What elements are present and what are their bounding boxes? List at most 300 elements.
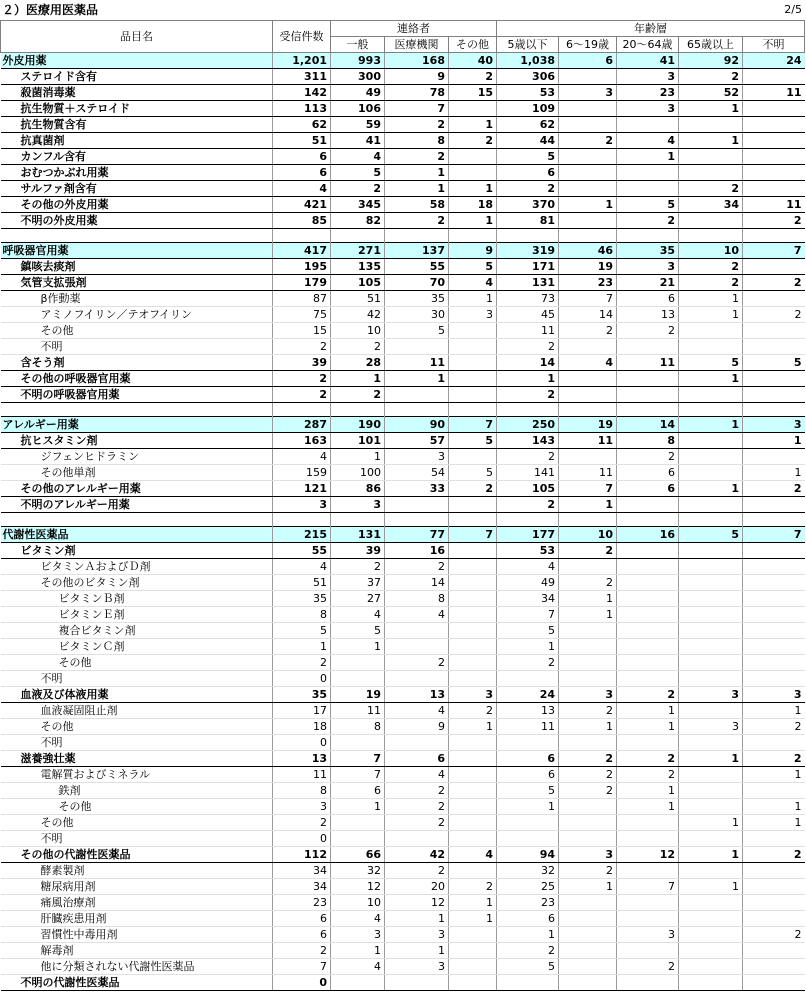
cell-value: 92 xyxy=(679,53,743,69)
cell-value: 2 xyxy=(743,927,805,943)
cell-value: 1 xyxy=(497,639,559,655)
cell-value xyxy=(559,623,617,639)
cell-value xyxy=(449,371,497,387)
cell-value: 1,038 xyxy=(497,53,559,69)
table-row xyxy=(1,655,805,671)
cell-value xyxy=(617,513,679,527)
table-row xyxy=(1,259,805,275)
cell-value: 3 xyxy=(679,719,743,735)
cell-value: 1,201 xyxy=(273,53,331,69)
cell-value: 1 xyxy=(449,181,497,197)
cell-value xyxy=(679,799,743,815)
cell-value xyxy=(743,591,805,607)
cell-value xyxy=(559,671,617,687)
cell-value: 3 xyxy=(617,69,679,85)
cell-value: 287 xyxy=(273,417,331,433)
cell-value: 45 xyxy=(497,307,559,323)
cell-value: 0 xyxy=(273,671,331,687)
cell-value xyxy=(679,165,743,181)
page-number: 2/5 xyxy=(784,3,802,16)
cell-value xyxy=(743,339,805,355)
cell-value xyxy=(617,117,679,133)
row-label: 糖尿病用剤 xyxy=(1,879,273,895)
cell-value xyxy=(679,339,743,355)
cell-value: 1 xyxy=(679,101,743,117)
cell-value: 1 xyxy=(617,783,679,799)
cell-value xyxy=(559,101,617,117)
table-row xyxy=(1,197,805,213)
cell-value: 21 xyxy=(617,275,679,291)
row-label: ビタミンＣ剤 xyxy=(1,639,273,655)
cell-value: 2 xyxy=(743,275,805,291)
cell-value: 35 xyxy=(273,687,331,703)
cell-value xyxy=(559,831,617,847)
cell-value: 4 xyxy=(497,559,559,575)
row-label: その他のアレルギー用薬 xyxy=(1,481,273,497)
cell-value xyxy=(559,69,617,85)
cell-value xyxy=(743,229,805,243)
cell-value: 2 xyxy=(497,387,559,403)
row-label: 外皮用薬 xyxy=(1,53,273,69)
cell-value: 2 xyxy=(331,387,385,403)
cell-value: 1 xyxy=(497,927,559,943)
cell-value xyxy=(449,655,497,671)
cell-value xyxy=(449,831,497,847)
row-label: その他単剤 xyxy=(1,465,273,481)
cell-value: 1 xyxy=(385,371,449,387)
cell-value xyxy=(449,559,497,575)
table-row xyxy=(1,117,805,133)
cell-value: 39 xyxy=(331,543,385,559)
row-label: 習慣性中毒用剤 xyxy=(1,927,273,943)
cell-value: 168 xyxy=(385,53,449,69)
cell-value: 42 xyxy=(331,307,385,323)
cell-value: 12 xyxy=(385,895,449,911)
cell-value xyxy=(385,497,449,513)
cell-value xyxy=(743,863,805,879)
cell-value: 8 xyxy=(273,783,331,799)
cell-value: 1 xyxy=(385,943,449,959)
cell-value: 2 xyxy=(385,815,449,831)
cell-value: 6 xyxy=(497,751,559,767)
cell-value xyxy=(449,639,497,655)
cell-value xyxy=(617,735,679,751)
cell-value: 34 xyxy=(273,863,331,879)
cell-value xyxy=(559,927,617,943)
table-header xyxy=(1,21,805,53)
cell-value: 121 xyxy=(273,481,331,497)
row-label: その他の外皮用薬 xyxy=(1,197,273,213)
cell-value xyxy=(679,943,743,959)
cell-value: 51 xyxy=(273,133,331,149)
cell-value xyxy=(559,959,617,975)
cell-value xyxy=(679,497,743,513)
row-label: その他 xyxy=(1,655,273,671)
row-label: 痛風治療剤 xyxy=(1,895,273,911)
spacer-row xyxy=(1,403,805,417)
cell-value xyxy=(743,735,805,751)
cell-value: 101 xyxy=(331,433,385,449)
cell-value: 2 xyxy=(331,181,385,197)
sheet-title: ２）医療用医薬品 xyxy=(2,3,99,17)
cell-value xyxy=(679,783,743,799)
cell-value xyxy=(617,591,679,607)
table-row xyxy=(1,815,805,831)
cell-value: 2 xyxy=(273,339,331,355)
cell-value xyxy=(385,831,449,847)
cell-value: 1 xyxy=(497,371,559,387)
row-label: おむつかぶれ用薬 xyxy=(1,165,273,181)
row-label: 不明のアレルギー用薬 xyxy=(1,497,273,513)
cell-value xyxy=(679,671,743,687)
cell-value: 2 xyxy=(743,481,805,497)
cell-value xyxy=(617,559,679,575)
row-label xyxy=(1,403,273,417)
row-label: ビタミン剤 xyxy=(1,543,273,559)
cell-value: 1 xyxy=(617,149,679,165)
cell-value: 1 xyxy=(679,133,743,149)
table-row xyxy=(1,671,805,687)
cell-value: 7 xyxy=(617,879,679,895)
cell-value xyxy=(679,117,743,133)
cell-value: 0 xyxy=(273,831,331,847)
cell-value xyxy=(679,911,743,927)
cell-value xyxy=(385,671,449,687)
row-label: 不明 xyxy=(1,831,273,847)
cell-value: 4 xyxy=(385,703,449,719)
cell-value: 1 xyxy=(679,481,743,497)
table-row xyxy=(1,559,805,575)
cell-value: 2 xyxy=(559,863,617,879)
cell-value: 77 xyxy=(385,527,449,543)
cell-value xyxy=(679,655,743,671)
row-label: 肝臓疾患用剤 xyxy=(1,911,273,927)
cell-value: 4 xyxy=(331,607,385,623)
cell-value: 6 xyxy=(559,53,617,69)
cell-value: 2 xyxy=(559,575,617,591)
cell-value xyxy=(743,133,805,149)
cell-value: 6 xyxy=(273,149,331,165)
cell-value: 993 xyxy=(331,53,385,69)
cell-value xyxy=(449,799,497,815)
cell-value: 2 xyxy=(559,133,617,149)
cell-value: 1 xyxy=(559,497,617,513)
cell-value xyxy=(449,735,497,751)
cell-value: 6 xyxy=(617,291,679,307)
cell-value: 421 xyxy=(273,197,331,213)
cell-value: 10 xyxy=(331,323,385,339)
cell-value xyxy=(679,513,743,527)
cell-value: 8 xyxy=(385,591,449,607)
cell-value: 3 xyxy=(679,687,743,703)
header-age-unknown: 不明 xyxy=(743,37,805,53)
cell-value: 2 xyxy=(331,559,385,575)
cell-value: 55 xyxy=(385,259,449,275)
cell-value: 7 xyxy=(497,607,559,623)
cell-value xyxy=(743,911,805,927)
table-row xyxy=(1,275,805,291)
cell-value: 19 xyxy=(331,687,385,703)
cell-value: 1 xyxy=(743,799,805,815)
cell-value: 1 xyxy=(743,767,805,783)
cell-value: 7 xyxy=(559,481,617,497)
cell-value: 7 xyxy=(743,527,805,543)
cell-value: 37 xyxy=(331,575,385,591)
cell-value xyxy=(385,735,449,751)
table-row xyxy=(1,767,805,783)
cell-value xyxy=(617,639,679,655)
cell-value: 2 xyxy=(385,655,449,671)
row-label: サルファ剤含有 xyxy=(1,181,273,197)
row-label: その他 xyxy=(1,719,273,735)
cell-value: 5 xyxy=(385,323,449,339)
cell-value: 34 xyxy=(497,591,559,607)
cell-value: 2 xyxy=(497,497,559,513)
cell-value: 4 xyxy=(273,449,331,465)
cell-value: 32 xyxy=(331,863,385,879)
cell-value xyxy=(497,815,559,831)
cell-value: 62 xyxy=(273,117,331,133)
cell-value xyxy=(617,229,679,243)
cell-value xyxy=(497,403,559,417)
cell-value xyxy=(679,323,743,339)
cell-value: 51 xyxy=(273,575,331,591)
cell-value xyxy=(385,387,449,403)
cell-value: 2 xyxy=(679,69,743,85)
cell-value: 8 xyxy=(385,133,449,149)
cell-value: 345 xyxy=(331,197,385,213)
cell-value: 2 xyxy=(743,213,805,229)
cell-value: 5 xyxy=(449,259,497,275)
cell-value xyxy=(743,101,805,117)
cell-value: 4 xyxy=(449,275,497,291)
row-label: 不明 xyxy=(1,735,273,751)
cell-value: 5 xyxy=(617,197,679,213)
cell-value: 53 xyxy=(497,85,559,101)
cell-value: 4 xyxy=(331,911,385,927)
row-label: 血液凝固阻止剤 xyxy=(1,703,273,719)
cell-value: 1 xyxy=(679,751,743,767)
cell-value xyxy=(331,513,385,527)
cell-value: 2 xyxy=(385,117,449,133)
table-row xyxy=(1,543,805,559)
row-label: 酵素製剤 xyxy=(1,863,273,879)
cell-value xyxy=(743,259,805,275)
cell-value: 1 xyxy=(449,719,497,735)
cell-value: 3 xyxy=(617,259,679,275)
cell-value xyxy=(743,879,805,895)
cell-value xyxy=(743,559,805,575)
cell-value: 27 xyxy=(331,591,385,607)
cell-value xyxy=(331,403,385,417)
cell-value xyxy=(449,959,497,975)
cell-value: 6 xyxy=(273,165,331,181)
cell-value: 14 xyxy=(617,417,679,433)
row-label: ビタミンＢ剤 xyxy=(1,591,273,607)
header-age-group: 年齢層 xyxy=(497,21,805,37)
cell-value xyxy=(385,403,449,417)
cell-value xyxy=(679,863,743,879)
cell-value: 1 xyxy=(497,799,559,815)
row-label: その他の呼吸器官用薬 xyxy=(1,371,273,387)
cell-value: 2 xyxy=(273,815,331,831)
cell-value xyxy=(743,291,805,307)
cell-value xyxy=(617,895,679,911)
cell-value xyxy=(559,165,617,181)
cell-value: 4 xyxy=(559,355,617,371)
table-row xyxy=(1,751,805,767)
cell-value: 7 xyxy=(559,291,617,307)
row-label: 抗生物質＋ステロイド xyxy=(1,101,273,117)
cell-value: 2 xyxy=(331,339,385,355)
cell-value: 2 xyxy=(559,751,617,767)
table-row xyxy=(1,149,805,165)
cell-value: 2 xyxy=(743,847,805,863)
cell-value: 13 xyxy=(617,307,679,323)
cell-value: 2 xyxy=(559,783,617,799)
cell-value xyxy=(617,371,679,387)
cell-value: 7 xyxy=(449,527,497,543)
cell-value xyxy=(559,559,617,575)
cell-value: 2 xyxy=(273,387,331,403)
cell-value: 1 xyxy=(743,815,805,831)
cell-value: 195 xyxy=(273,259,331,275)
cell-value xyxy=(679,607,743,623)
cell-value: 44 xyxy=(497,133,559,149)
cell-value: 141 xyxy=(497,465,559,481)
cell-value: 2 xyxy=(743,751,805,767)
cell-value xyxy=(449,513,497,527)
header-age-20-64: 20～64歳 xyxy=(617,37,679,53)
table-row xyxy=(1,339,805,355)
cell-value: 35 xyxy=(617,243,679,259)
cell-value: 2 xyxy=(559,703,617,719)
row-label xyxy=(1,229,273,243)
cell-value: 8 xyxy=(273,607,331,623)
cell-value: 142 xyxy=(273,85,331,101)
cell-value xyxy=(617,623,679,639)
cell-value: 2 xyxy=(385,149,449,165)
cell-value xyxy=(385,513,449,527)
cell-value xyxy=(449,767,497,783)
cell-value xyxy=(679,927,743,943)
table-row xyxy=(1,799,805,815)
cell-value: 4 xyxy=(331,149,385,165)
cell-value: 2 xyxy=(385,783,449,799)
cell-value: 39 xyxy=(273,355,331,371)
cell-value xyxy=(497,513,559,527)
cell-value: 24 xyxy=(743,53,805,69)
cell-value: 2 xyxy=(617,959,679,975)
cell-value xyxy=(617,943,679,959)
cell-value: 1 xyxy=(743,433,805,449)
statistics-table xyxy=(0,20,805,991)
cell-value xyxy=(559,975,617,991)
cell-value: 1 xyxy=(331,449,385,465)
cell-value: 1 xyxy=(331,639,385,655)
cell-value: 1 xyxy=(559,197,617,213)
row-label: ステロイド含有 xyxy=(1,69,273,85)
cell-value xyxy=(449,229,497,243)
cell-value: 2 xyxy=(273,371,331,387)
cell-value: 1 xyxy=(385,181,449,197)
cell-value: 62 xyxy=(497,117,559,133)
header-age-65plus: 65歳以上 xyxy=(679,37,743,53)
table-row xyxy=(1,387,805,403)
cell-value xyxy=(449,943,497,959)
cell-value xyxy=(449,591,497,607)
cell-value: 5 xyxy=(497,783,559,799)
cell-value xyxy=(273,513,331,527)
cell-value: 2 xyxy=(679,259,743,275)
table-row xyxy=(1,417,805,433)
cell-value xyxy=(743,513,805,527)
cell-value xyxy=(331,671,385,687)
cell-value: 3 xyxy=(385,927,449,943)
cell-value xyxy=(273,403,331,417)
row-label: 鉄剤 xyxy=(1,783,273,799)
cell-value xyxy=(559,799,617,815)
cell-value xyxy=(559,229,617,243)
table-row xyxy=(1,291,805,307)
table-row xyxy=(1,607,805,623)
cell-value: 16 xyxy=(385,543,449,559)
table-row xyxy=(1,879,805,895)
cell-value: 5 xyxy=(497,149,559,165)
cell-value: 6 xyxy=(331,783,385,799)
table-row xyxy=(1,959,805,975)
cell-value: 11 xyxy=(497,719,559,735)
cell-value: 3 xyxy=(385,959,449,975)
table-row xyxy=(1,735,805,751)
table-row xyxy=(1,943,805,959)
cell-value xyxy=(559,943,617,959)
cell-value: 2 xyxy=(385,213,449,229)
row-label: アレルギー用薬 xyxy=(1,417,273,433)
cell-value: 41 xyxy=(331,133,385,149)
table-row xyxy=(1,639,805,655)
cell-value xyxy=(449,339,497,355)
row-label: 呼吸器官用薬 xyxy=(1,243,273,259)
cell-value xyxy=(743,575,805,591)
cell-value: 1 xyxy=(331,371,385,387)
cell-value: 35 xyxy=(385,291,449,307)
cell-value xyxy=(449,671,497,687)
table-row xyxy=(1,623,805,639)
table-row xyxy=(1,975,805,991)
cell-value: 2 xyxy=(497,181,559,197)
cell-value: 8 xyxy=(617,433,679,449)
cell-value: 1 xyxy=(679,417,743,433)
row-label: アミノフイリン／テオフイリン xyxy=(1,307,273,323)
header-total: 受信件数 xyxy=(273,21,331,53)
cell-value: 6 xyxy=(385,751,449,767)
cell-value xyxy=(559,387,617,403)
cell-value xyxy=(743,323,805,339)
cell-value: 9 xyxy=(385,719,449,735)
row-label: その他 xyxy=(1,799,273,815)
cell-value xyxy=(497,975,559,991)
row-label: 殺菌消毒薬 xyxy=(1,85,273,101)
header-contact-general: 一般 xyxy=(331,37,385,53)
cell-value xyxy=(331,655,385,671)
cell-value: 2 xyxy=(679,181,743,197)
cell-value xyxy=(449,355,497,371)
cell-value: 171 xyxy=(497,259,559,275)
row-label: 含そう剤 xyxy=(1,355,273,371)
cell-value xyxy=(743,655,805,671)
cell-value: 1 xyxy=(449,213,497,229)
